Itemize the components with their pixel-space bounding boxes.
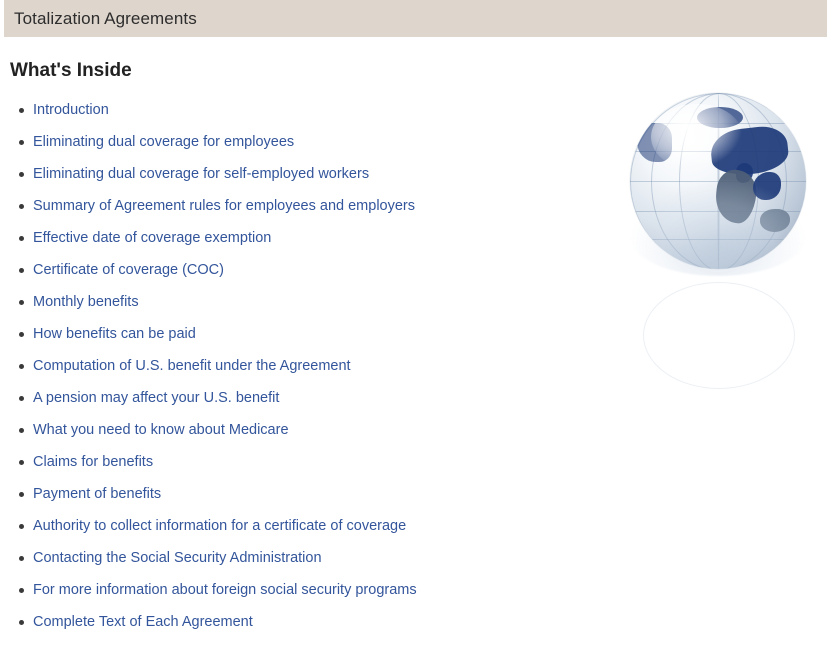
- list-item[interactable]: [14, 510, 827, 542]
- toc-link[interactable]: For more information about foreign social security programs: [33, 582, 417, 598]
- list-item[interactable]: [14, 414, 827, 446]
- toc-link[interactable]: Authority to collect information for a certificate of coverage: [33, 518, 407, 534]
- list-item[interactable]: [14, 222, 827, 254]
- toc-link[interactable]: Introduction: [33, 102, 109, 118]
- page-title: Totalization Agreements: [14, 8, 197, 28]
- toc-link[interactable]: Effective date of coverage exemption: [33, 230, 272, 246]
- toc-link[interactable]: A pension may affect your U.S. benefit: [33, 390, 280, 406]
- toc-link[interactable]: How benefits can be paid: [33, 326, 196, 342]
- toc-link[interactable]: Monthly benefits: [33, 294, 139, 310]
- list-item[interactable]: [14, 190, 827, 222]
- list-item[interactable]: [14, 126, 827, 158]
- list-item[interactable]: [14, 254, 827, 286]
- list-item[interactable]: [14, 478, 827, 510]
- toc-link[interactable]: What you need to know about Medicare: [33, 422, 289, 438]
- section-heading: What's Inside: [10, 60, 132, 81]
- list-item[interactable]: [14, 286, 827, 318]
- toc-link[interactable]: Eliminating dual coverage for employees: [33, 134, 295, 150]
- page-content: [0, 38, 827, 638]
- toc-link[interactable]: Complete Text of Each Agreement: [33, 614, 253, 630]
- toc-link[interactable]: Payment of benefits: [33, 486, 162, 502]
- list-item[interactable]: [14, 446, 827, 478]
- list-item[interactable]: [14, 94, 827, 126]
- header-left-edge: [0, 0, 4, 39]
- list-item[interactable]: [14, 606, 827, 638]
- toc-link[interactable]: Certificate of coverage (COC): [33, 262, 224, 278]
- toc-link[interactable]: Eliminating dual coverage for self-employed workers: [33, 166, 370, 182]
- toc-link[interactable]: Contacting the Social Security Administration: [33, 550, 322, 566]
- list-item[interactable]: [14, 350, 827, 382]
- list-item[interactable]: [14, 158, 827, 190]
- list-item[interactable]: [14, 382, 827, 414]
- table-of-contents: [0, 94, 827, 638]
- toc-link[interactable]: Claims for benefits: [33, 454, 154, 470]
- page-header: [0, 0, 827, 38]
- list-item[interactable]: [14, 318, 827, 350]
- list-item[interactable]: [14, 542, 827, 574]
- list-item[interactable]: [14, 574, 827, 606]
- toc-link[interactable]: Computation of U.S. benefit under the Agreement: [33, 358, 351, 374]
- toc-link[interactable]: Summary of Agreement rules for employees and employers: [33, 198, 416, 214]
